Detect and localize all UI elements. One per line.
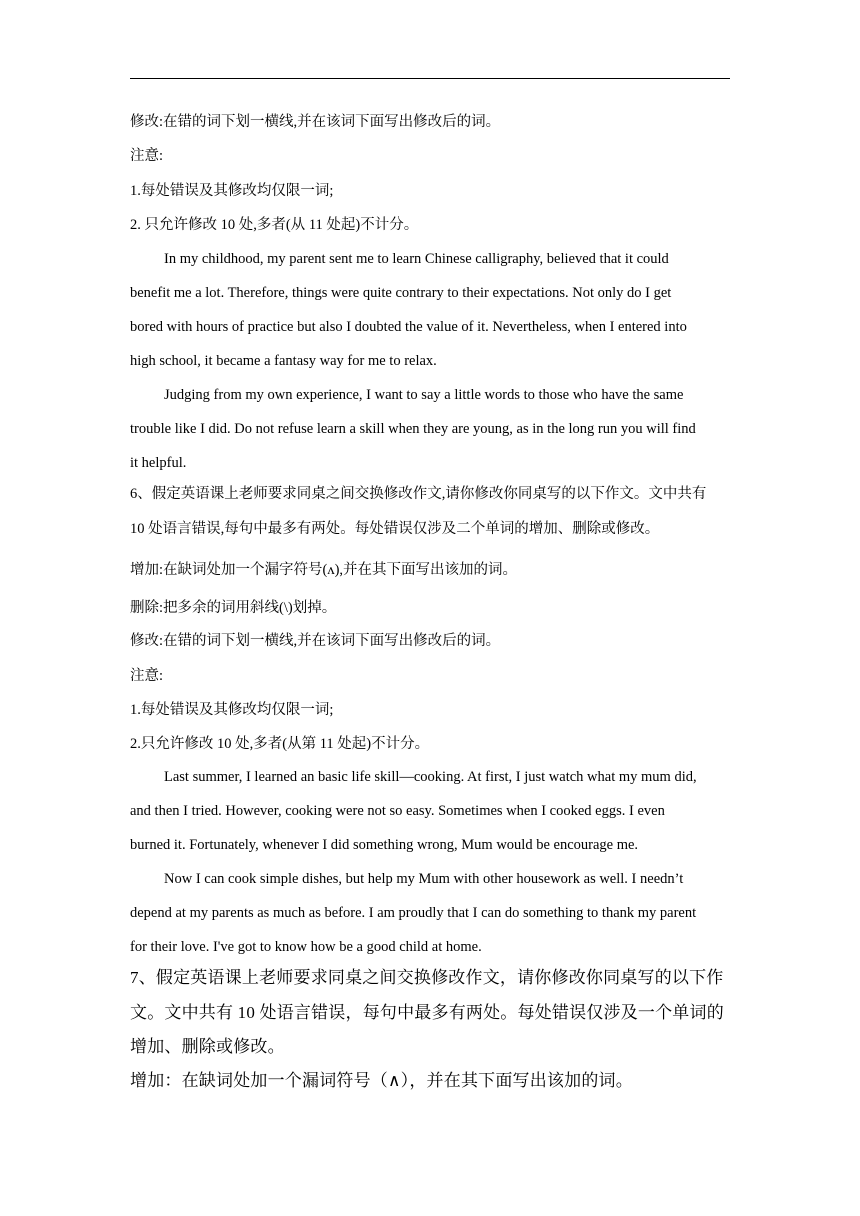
question-6-intro: 6、假定英语课上老师要求同桌之间交换修改作文,请你修改你同桌写的以下作文。文中共有 (130, 486, 707, 502)
note-rule-2: 2. 只允许修改 10 处,多者(从 11 处起)不计分。 (130, 217, 419, 233)
passage-line: In my childhood, my parent sent me to learn Chinese calligraphy, believed that it could (164, 251, 669, 267)
note-heading: 注意: (130, 148, 164, 164)
question-7-intro: 增加、删除或修改。 (130, 1037, 285, 1056)
passage-line: benefit me a lot. Therefore, things were quite contrary to their expectations. Not only do I get (130, 285, 672, 301)
add-instruction: 增加:在缺词处加一个漏字符号(ʌ),并在其下面写出该加的词。 (130, 562, 518, 578)
modify-instruction: 修改:在错的词下划一横线,并在该词下面写出修改后的词。 (130, 633, 501, 649)
question-7-intro: 7、假定英语课上老师要求同桌之间交换修改作文，请你修改你同桌写的以下作 (130, 968, 724, 987)
passage-line: burned it. Fortunately, whenever I did something wrong, Mum would be encourage me. (130, 837, 639, 853)
passage-line: and then I tried. However, cooking were not so easy. Sometimes when I cooked eggs. I even (130, 803, 665, 819)
note-rule-2: 2.只允许修改 10 处,多者(从第 11 处起)不计分。 (130, 736, 430, 752)
modify-instruction: 修改:在错的词下划一横线,并在该词下面写出修改后的词。 (130, 114, 501, 130)
passage-line: Last summer, I learned an basic life skill—cooking. At first, I just watch what my mum did, (164, 769, 697, 785)
passage-line: Now I can cook simple dishes, but help my Mum with other housework as well. I needn’t (164, 871, 684, 887)
question-7-intro: 文。文中共有 10 处语言错误，每句中最多有两处。每处错误仅涉及一个单词的 (130, 1003, 724, 1022)
passage-line: it helpful. (130, 455, 187, 471)
passage-line: bored with hours of practice but also I doubted the value of it. Nevertheless, when I entered into (130, 319, 687, 335)
passage-line: Judging from my own experience, I want to say a little words to those who have the same (164, 387, 684, 403)
passage-line: for their love. I've got to know how be a good child at home. (130, 939, 482, 955)
delete-instruction: 删除:把多余的词用斜线(\)划掉。 (130, 600, 337, 616)
note-rule-1: 1.每处错误及其修改均仅限一词; (130, 183, 334, 199)
passage-line: high school, it became a fantasy way for me to relax. (130, 353, 437, 369)
passage-line: depend at my parents as much as before. I am proudly that I can do something to thank my parent (130, 905, 697, 921)
header-rule (130, 78, 730, 79)
passage-line: trouble like I did. Do not refuse learn a skill when they are young, as in the long run you will find (130, 421, 696, 437)
note-heading: 注意: (130, 668, 164, 684)
note-rule-1: 1.每处错误及其修改均仅限一词; (130, 702, 334, 718)
question-6-intro: 10 处语言错误,每句中最多有两处。每处错误仅涉及二个单词的增加、删除或修改。 (130, 521, 660, 537)
add-instruction: 增加：在缺词处加一个漏词符号（∧），并在其下面写出该加的词。 (130, 1071, 633, 1090)
